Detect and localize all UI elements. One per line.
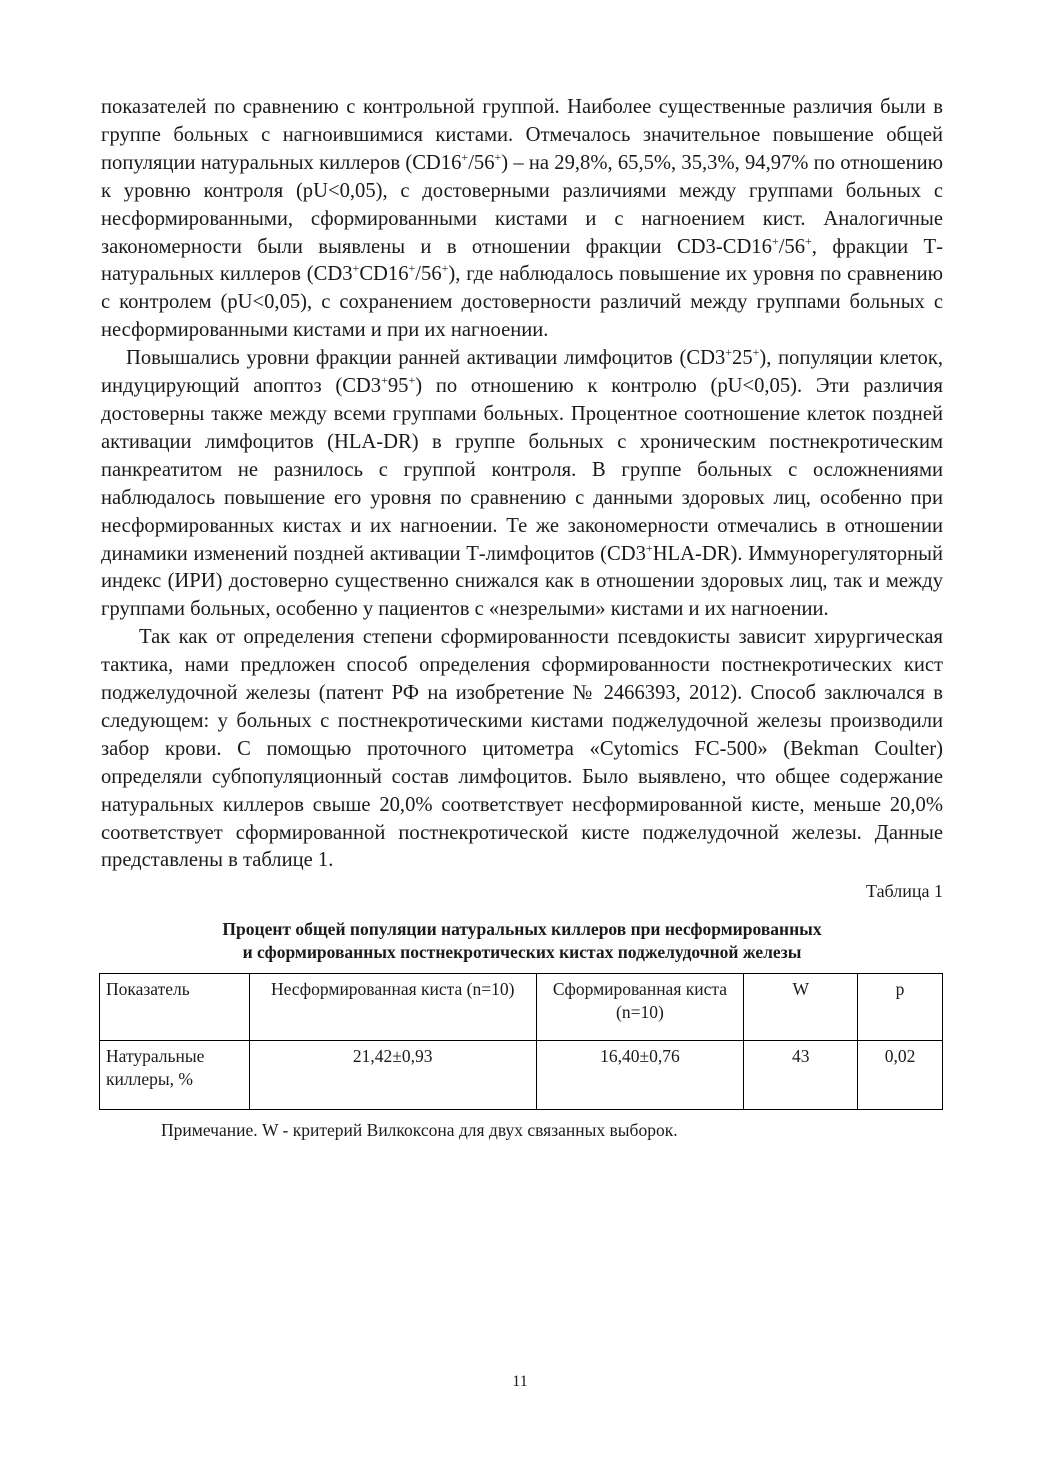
table-caption-line-2: и сформированных постнекротических кистах поджелудочной железы [242,942,802,963]
cell-formed-cyst: 16,40±0,76 [536,1041,744,1110]
cell-indicator: Натуральные киллеры, % [100,1041,250,1110]
cell-p: 0,02 [858,1041,943,1110]
document-page [101,94,943,1142]
paragraph-2: Повышались уровни фракции ранней активации лимфоцитов (CD3+25+), популяции клеток, индуцирующий апоптоз (CD3+95+) по отношению к контролю (pU<0,05). Эти различия достоверны также между всеми группами больных. Процентное соотношение клеток поздней активации лимфоцитов (HLA-DR) в группе больных с хроническим постнекротическим панкреатитом не разнилось с группой контроля. В группе больных с осложнениями наблюдалось повышение его уровня по сравнению с данными здоровых лиц, особенно при несформированных кистах и их нагноении. Те же закономерности отмечались в отношении динамики изменений поздней активации Т-лимфоцитов (CD3+HLA-DR). Иммунорегуляторный индекс (ИРИ) достоверно существенно снижался как в отношении здоровых лиц, так и между группами больных, особенно у пациентов с «незрелыми» кистами и их нагноении. [101,345,943,621]
paragraph-1: показателей по сравнению с контрольной группой. Наиболее существенные различия были в группе больных с нагноившимися кистами. Отмечалось значительное повышение общей популяции натуральных киллеров (CD16+/56+) – на 29,8%, 65,5%, 35,3%, 94,97% по отношению к уровню контроля (pU<0,05), с достоверными различиями между группами больных с несформированными, сформированными кистами и с нагноением кист. Аналогичные закономерности были выявлены и в отношении фракции CD3-CD16+/56+, фракции Т-натуральных киллеров (CD3+CD16+/56+), где наблюдалось повышение их уровня по сравнению с контролем (pU<0,05), с сохранением достоверности различий между группами больных с несформированными кистами и при их нагноении. [101,96,943,342]
header-unformed-cyst: Несформированная киста (n=10) [249,974,536,1041]
header-w: W [744,974,858,1041]
paragraph-3: Так как от определения степени сформированности псевдокисты зависит хирургическая тактика, нами предложен способ определения сформированности постнекротических кист поджелудочной железы (патент РФ на изобретение № 2466393, 2012). Способ заключался в следующем: у больных с постнекротическими кистами поджелудочной железы производили забор крови. С помощью проточного цитометра «Cytomics FC-500» (Bekman Coulter) определяли субпопуляционный состав лимфоцитов. Было выявлено, что общее содержание натуральных киллеров свыше 20,0% соответствует несформированной кисте, меньше 20,0% соответствует сформированной постнекротической кисте поджелудочной железы. Данные представлены в таблице 1. [101,626,943,872]
table-label: Таблица 1 [866,881,943,902]
table-caption-line-1: Процент общей популяции натуральных киллеров при несформированных [222,919,822,940]
header-formed-cyst: Сформированная киста (n=10) [536,974,744,1041]
header-indicator: Показатель [100,974,250,1041]
header-p: p [858,974,943,1041]
table-caption [101,918,943,964]
data-table [99,973,943,1110]
cell-w: 43 [744,1041,858,1110]
page-number: 11 [512,1373,528,1390]
table-note: Примечание. W - критерий Вилкоксона для двух связанных выборок. [161,1120,678,1141]
cell-unformed-cyst: 21,42±0,93 [249,1041,536,1110]
table-row [100,1041,943,1110]
table-header-row [100,974,943,1041]
